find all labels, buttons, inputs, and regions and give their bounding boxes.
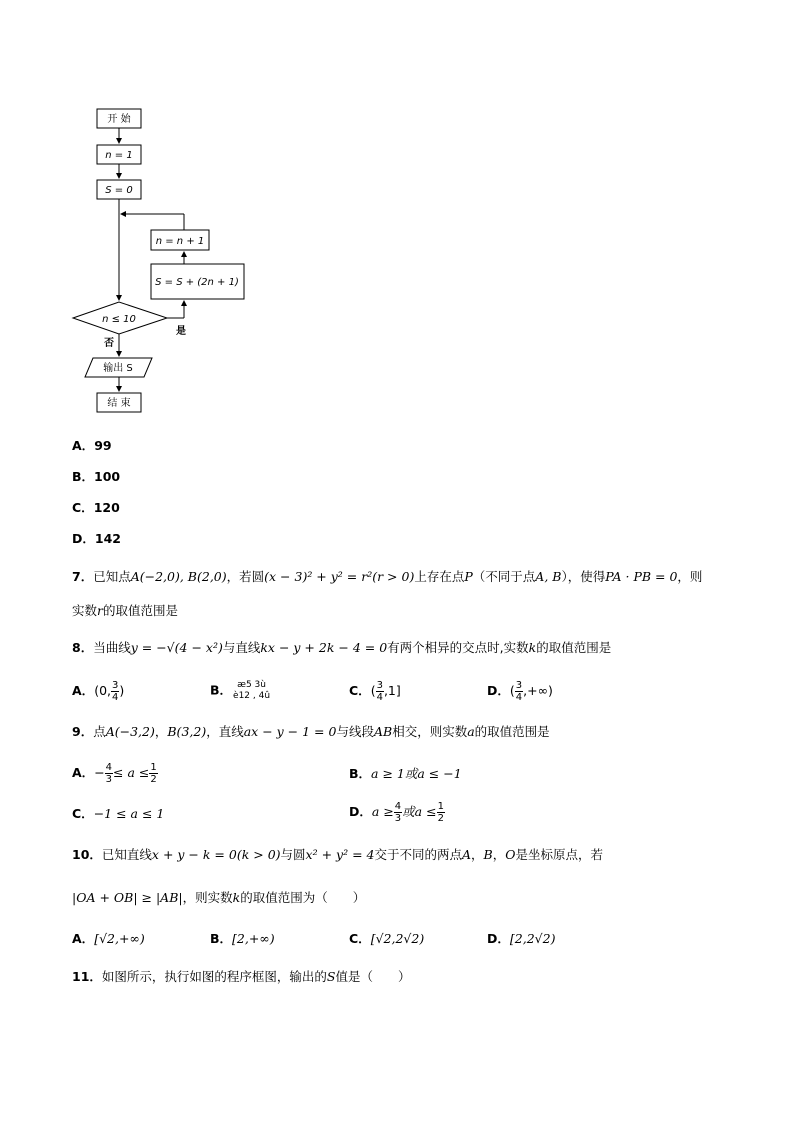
q9-stem: 9．点A(−3,2)，B(3,2)，直线ax − y − 1 = 0与线段AB相交，则实数a的取值范围是 <box>72 724 550 739</box>
q10-option-a: A．[√2,+∞) <box>72 931 145 946</box>
start-label: 开 始 <box>107 114 131 125</box>
q10-line-1: 10．已知直线x + y − k = 0(k > 0)与圆x² + y² = 4交于不同的两点A，B，O是坐标原点，若 <box>72 847 604 862</box>
condition-label: n ≤ 10 <box>102 314 136 325</box>
q8-option-b: B． æ5 3ù è12 , 4û <box>210 680 271 701</box>
q10-option-b: B．[2,+∞) <box>210 931 275 946</box>
q9-option-d: D．a ≥ $\frac{4}{3}$ 或a ≤ $\frac{1}{2}$ <box>349 801 444 824</box>
q10-line-2: |OA + OB| ≥ |AB|，则实数k的取值范围为（ ） <box>72 890 366 905</box>
end-label: 结 束 <box>107 398 131 409</box>
q8-option-a: A．(0, $\frac{3}{4}$ ) <box>72 680 125 703</box>
q6-option-d: D．142 <box>72 531 121 546</box>
q6-option-b: B．100 <box>72 469 121 484</box>
q7-line-2: 实数r的取值范围是 <box>72 603 179 618</box>
q10-option-d: D．[2,2√2) <box>487 931 556 946</box>
init-s-label: S = 0 <box>105 185 133 196</box>
q10-option-c: C．[√2,2√2) <box>349 931 425 946</box>
init-n-label: n = 1 <box>105 150 133 161</box>
q7-line-1: 7．已知点A(−2,0), B(2,0)，若圆(x − 3)² + y² = r²(r > 0)上存在点P（不同于点A, B），使得PA · PB = 0，则 <box>72 569 703 584</box>
q9-option-c: C．−1 ≤ a ≤ 1 <box>72 806 165 821</box>
update-n-label: n = n + 1 <box>155 236 205 247</box>
update-s-label: S = S + (2n + 1) <box>155 277 239 288</box>
yes-label: 是 <box>176 326 186 337</box>
q8-option-d: D．( $\frac{3}{4}$ ,+∞) <box>487 680 553 703</box>
q8-option-c: C．( $\frac{3}{4}$ ,1] <box>349 680 401 703</box>
q8-stem: 8．当曲线y = −√(4 − x²)与直线kx − y + 2k − 4 = 0有两个相异的交点时,实数k的取值范围是 <box>72 640 612 655</box>
no-label: 否 <box>104 338 114 349</box>
q6-option-a: A．99 <box>72 438 112 453</box>
output-label: 输出 S <box>103 363 133 374</box>
q9-option-b: B．a ≥ 1或a ≤ −1 <box>349 766 462 781</box>
q11-stem: 11．如图所示，执行如图的程序框图，输出的S值是（ ） <box>72 969 411 984</box>
program-flowchart <box>60 100 280 430</box>
q6-option-c: C．120 <box>72 500 120 515</box>
q9-option-a: A．− $\frac{4}{3}$ ≤ a ≤ $\frac{1}{2}$ <box>72 762 157 785</box>
